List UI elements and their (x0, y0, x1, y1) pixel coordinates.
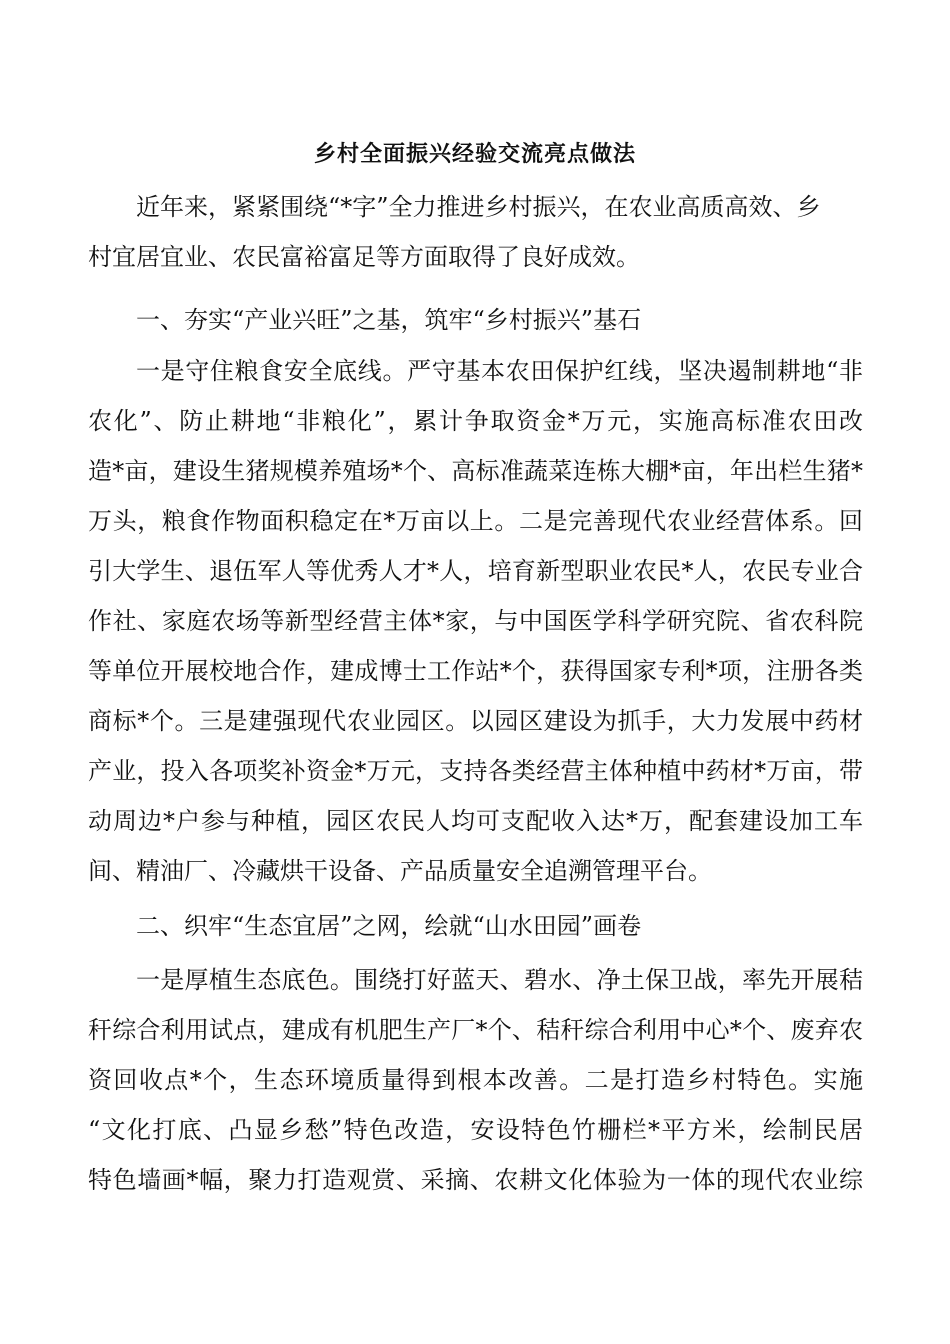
paragraph-line: “文化打底、凸显乡愁”特色改造，安设特色竹栅栏*平方米，绘制民居 (88, 1116, 863, 1144)
paragraph-line: 商标*个。三是建强现代农业园区。以园区建设为抓手，大力发展中药材 (88, 707, 863, 735)
paragraph-line: 一是守住粮食安全底线。严守基本农田保护红线，坚决遏制耕地“非 (136, 357, 863, 385)
paragraph-line: 动周边*户参与种植，园区农民人均可支配收入达*万，配套建设加工车 (88, 807, 863, 835)
paragraph-line: 资回收点*个，生态环境质量得到根本改善。二是打造乡村特色。实施 (88, 1066, 863, 1094)
paragraph-line: 作社、家庭农场等新型经营主体*家，与中国医学科学研究院、省农科院 (88, 607, 863, 635)
intro-line-2: 村宜居宜业、农民富裕富足等方面取得了良好成效。 (88, 243, 640, 271)
document-title: 乡村全面振兴经验交流亮点做法 (313, 142, 636, 167)
paragraph-line: 一是厚植生态底色。围绕打好蓝天、碧水、净土保卫战，率先开展秸 (136, 966, 863, 994)
paragraph-line: 等单位开展校地合作，建成博士工作站*个，获得国家专利*项，注册各类 (88, 657, 863, 685)
paragraph-line: 秆综合利用试点，建成有机肥生产厂*个、秸秆综合利用中心*个、废弃农 (88, 1016, 863, 1044)
paragraph-line: 造*亩，建设生猪规模养殖场*个、高标准蔬菜连栋大棚*亩，年出栏生猪* (88, 457, 863, 485)
paragraph-line: 引大学生、退伍军人等优秀人才*人，培育新型职业农民*人，农民专业合 (88, 557, 863, 585)
paragraph-line: 万头，粮食作物面积稳定在*万亩以上。二是完善现代农业经营体系。回 (88, 507, 863, 535)
section-heading-2: 二、织牢“生态宜居”之网，绘就“山水田园”画卷 (136, 912, 642, 940)
paragraph-line: 农化”、防止耕地“非粮化”，累计争取资金*万元，实施高标准农田改 (88, 407, 863, 435)
paragraph-line: 特色墙画*幅，聚力打造观赏、采摘、农耕文化体验为一体的现代农业综 (88, 1166, 863, 1194)
paragraph-line: 间、精油厂、冷藏烘干设备、产品质量安全追溯管理平台。 (88, 857, 712, 885)
paragraph-line: 产业，投入各项奖补资金*万元，支持各类经营主体种植中药材*万亩，带 (88, 757, 863, 785)
intro-line-1: 近年来，紧紧围绕“*字”全力推进乡村振兴，在农业高质高效、乡 (136, 193, 821, 221)
section-heading-1: 一、夯实“产业兴旺”之基，筑牢“乡村振兴”基石 (136, 306, 642, 334)
